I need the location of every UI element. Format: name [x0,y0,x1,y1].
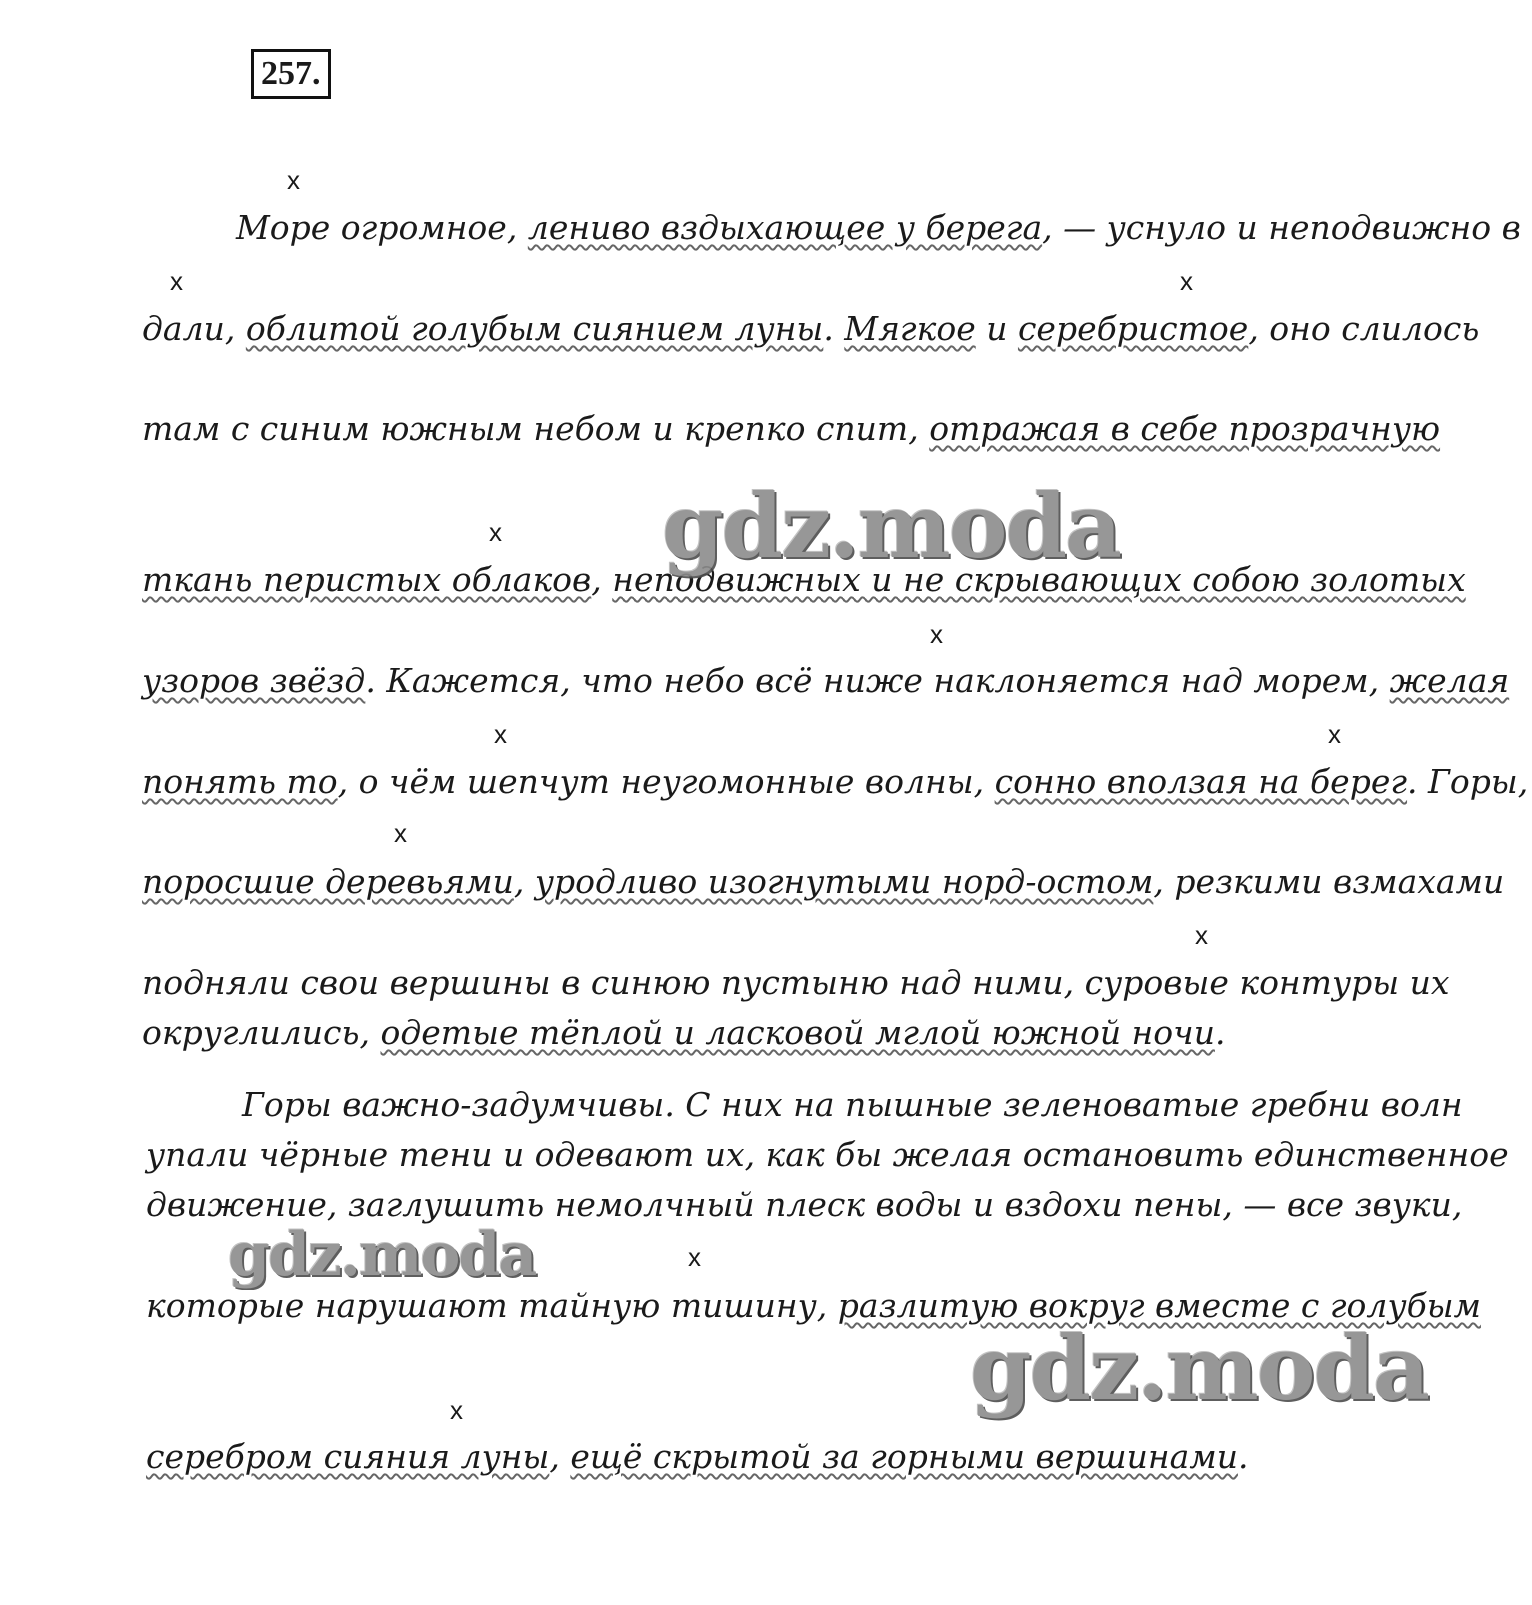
text-line: там с синим южным небом и крепко спит, отражая в себе прозрачную [142,409,1441,448]
watermark: gdz.moda [970,1316,1429,1420]
text-line: Горы важно-задумчивы. С них на пышные зеленоватые гребни волн [242,1085,1463,1124]
text-line: ткань перистых облаков, неподвижных и не скрывающих собою золотых [142,560,1466,599]
text-line: движение, заглушить немолчный плеск воды и вздохи пены, — все звуки, [146,1185,1463,1224]
text-line: которые нарушают тайную тишину, разлитую вокруг вместе с голубым [146,1286,1481,1325]
x-mark: x [489,517,502,547]
x-mark: x [1195,920,1208,950]
exercise-number: 257. [251,49,331,99]
text-line: узоров звёзд. Кажется, что небо всё ниже наклоняется над морем, желая [142,661,1510,700]
text-line: округлились, одетые тёплой и ласковой мглой южной ночи. [142,1013,1226,1052]
x-mark: x [1180,266,1193,296]
x-mark: x [287,165,300,195]
text-line: понять то, о чём шепчут неугомонные волны, сонно вползая на берег. Горы, [142,762,1529,801]
text-line: упали чёрные тени и одевают их, как бы желая остановить единственное [146,1135,1509,1174]
text-line: Море огромное, лениво вздыхающее у берега, — уснуло и неподвижно в [236,208,1521,247]
x-mark: x [450,1395,463,1425]
text-line: серебром сияния луны, ещё скрытой за горными вершинами. [146,1437,1249,1476]
text-line: дали, облитой голубым сиянием луны. Мягкое и серебристое, оно слилось [142,309,1480,348]
watermark: gdz.moda [228,1220,536,1290]
watermark: gdz.moda [662,474,1121,578]
x-mark: x [170,266,183,296]
x-mark: x [688,1242,701,1272]
x-mark: x [1328,719,1341,749]
x-mark: x [394,818,407,848]
x-mark: x [930,619,943,649]
text-line: поросшие деревьями, уродливо изогнутыми норд-остом, резкими взмахами [142,862,1505,901]
x-mark: x [494,719,507,749]
text-line: подняли свои вершины в синюю пустыню над ними, суровые контуры их [142,963,1450,1002]
